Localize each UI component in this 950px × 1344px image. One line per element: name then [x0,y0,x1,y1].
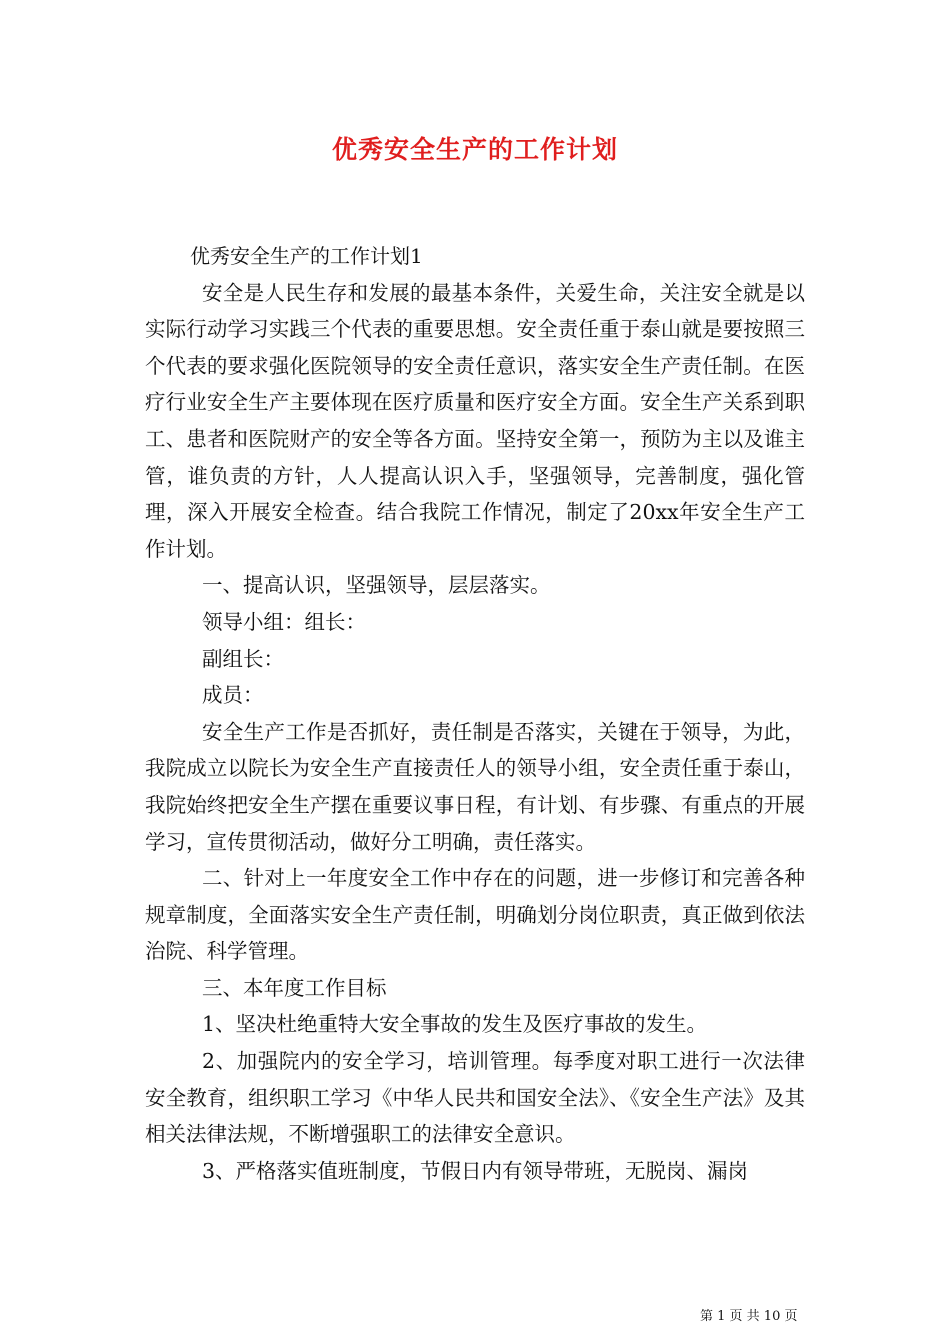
paragraph: 1、坚决杜绝重特大安全事故的发生及医疗事故的发生。 [202,1012,708,1037]
paragraph: 安全是人民生存和发展的最基本条件，关爱生命，关注安全就是以实际行动学习实践三个代表的重要思想。安全责任重于泰山就是要按照三个代表的要求强化医院领导的安全责任意识，落实安全生产责任制。在医疗行业安全生产主要体现在医疗质量和医疗安全方面。安全生产关系到职工、患者和医院财产的安全等各方面。坚持安全第一，预防为主以及谁主管，谁负责的方针，人人提高认识入手，坚强领导，完善制度，强化管理，深入开展安全检查。结合我院工作情况，制定了20xx年安全生产工作计划。 [145,280,805,561]
section-heading: 优秀安全生产的工作计划1 [190,244,423,268]
document-title: 优秀安全生产的工作计划 [331,135,618,164]
paragraph: 3、严格落实值班制度，节假日内有领导带班，无脱岗、漏岗 [202,1158,749,1183]
paragraph: 领导小组：组长： [202,609,366,634]
page-number: 第 1 页 共 10 页 [700,1309,798,1324]
paragraph: 一、提高认识，坚强领导，层层落实。 [202,573,551,598]
paragraph: 副组长： [202,646,284,671]
paragraph: 安全生产工作是否抓好，责任制是否落实，关键在于领导，为此，我院成立以院长为安全生产直接责任人的领导小组，安全责任重于泰山，我院始终把安全生产摆在重要议事日程，有计划、有步骤、有重点的开展学习，宣传贯彻活动，做好分工明确，责任落实。 [145,719,805,854]
paragraph: 2、加强院内的安全学习，培训管理。每季度对职工进行一次法律安全教育，组织职工学习《中华人民共和国安全法》、《安全生产法》及其相关法律法规，不断增强职工的法律安全意识。 [145,1049,805,1147]
document-body [145,238,805,1189]
paragraph: 成员： [202,683,264,708]
paragraph: 三、本年度工作目标 [202,975,387,1000]
paragraph: 二、针对上一年度安全工作中存在的问题，进一步修订和完善各种规章制度，全面落实安全生产责任制，明确划分岗位职责，真正做到依法治院、科学管理。 [145,866,805,964]
